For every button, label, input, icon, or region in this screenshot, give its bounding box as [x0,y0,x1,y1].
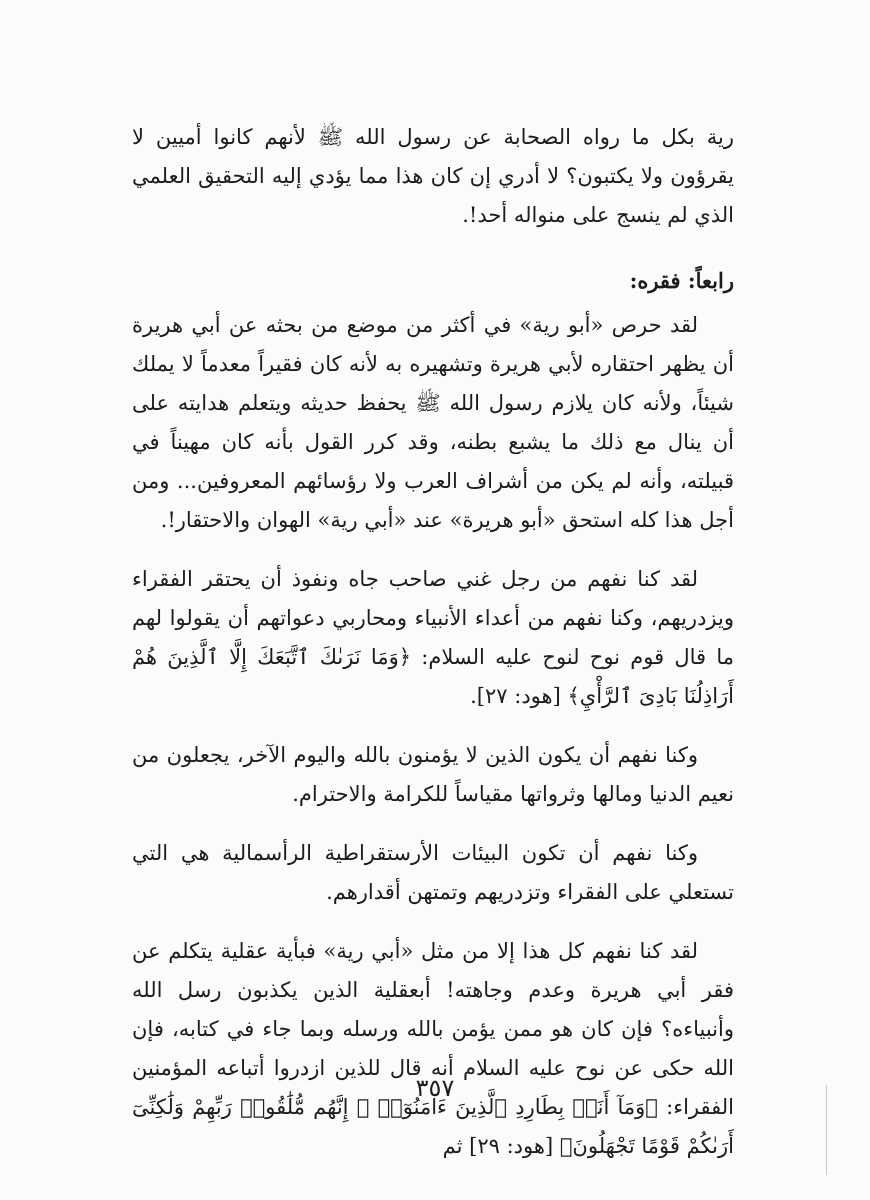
section-heading: رابعاً: فقره: [629,268,734,293]
paragraph-5: لقد كنا نفهم كل هذا إلا من مثل «أبي رية» فبأية عقلية يتكلم عن فقر أبي هريرة وعدم وجاهته! أبعقلية الذين يكذبون رسل الله وأنبياءه؟ فإن كان هو ممن يؤمن بالله ورسله وبما جاء في كتابه، فإن الله حكى عن نوح عليه السلام أنه قال للذين ازدروا أتباعه المؤمنين الفقراء: ﴿وَمَآ أَنَا۠ بِطَارِدِ ٱلَّذِينَ ءَامَنُوٓا۟ ۚ إِنَّهُم مُّلَٰقُوا۟ رَبِّهِمْ وَلَٰكِنِّىٓ أَرَىٰكُمْ قَوْمًا تَجْهَلُونَ﴾ [هود: ٢٩] ثم [132,939,734,1158]
page-number: ٣٥٧ [415,1074,455,1102]
intro-paragraph: رية بكل ما رواه الصحابة عن رسول الله ﷺ لأنهم كانوا أميين لا يقرؤون ولا يكتبون؟ لا أدري إن كان هذا مما يؤدي إليه التحقيق العلمي الذي لم ينسج على منواله أحد!. [132,125,734,227]
paragraph-2: لقد كنا نفهم من رجل غني صاحب جاه ونفوذ أن يحتقر الفقراء ويزدريهم، وكنا نفهم من أعداء الأنبياء ومحاربي دعواتهم أن يقولوا لهم ما قال قوم نوح لنوح عليه السلام: ﴿وَمَا نَرَىٰكَ ٱتَّبَعَكَ إِلَّا ٱلَّذِينَ هُمْ أَرَاذِلُنَا بَادِىَ ٱلرَّأْيِ﴾ [هود: ٢٧]. [132,567,734,708]
paragraph-3: وكنا نفهم أن يكون الذين لا يؤمنون بالله واليوم الآخر، يجعلون من نعيم الدنيا ومالها وثرواتها مقياساً للكرامة والاحترام. [132,743,734,806]
body-text [132,118,734,1166]
paragraph-4: وكنا نفهم أن تكون البيئات الأرستقراطية الرأسمالية هي التي تستعلي على الفقراء وتزدريهم وتمتهن أقدارهم. [132,841,734,904]
paragraph-1: لقد حرص «أبو رية» في أكثر من موضع من بحثه عن أبي هريرة أن يظهر احتقاره لأبي هريرة وتشهيره به لأنه كان فقيراً معدماً لا يملك شيئاً، ولأنه كان يلازم رسول الله ﷺ يحفظ حديثه ويتعلم هدايته على أن ينال مع ذلك ما يشبع بطنه، وقد كرر القول بأنه كان مهيناً في قبيلته، وأنه لم يكن من أشراف العرب ولا رؤسائهم المعروفين... ومن أجل هذا كله استحق «أبو هريرة» عند «أبي رية» الهوان والاحتقار!. [132,313,734,532]
